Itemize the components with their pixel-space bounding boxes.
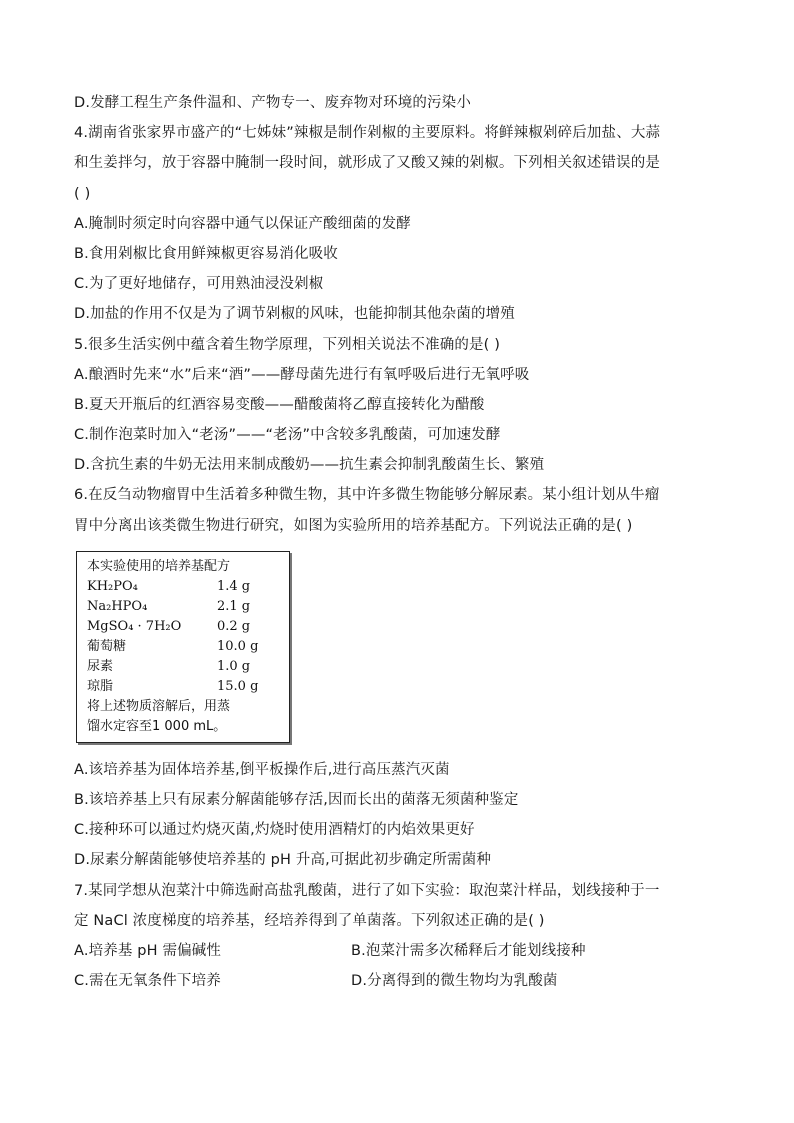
q7-option-c: C.需在无氧条件下培养 [74,973,221,990]
q7-stem-line-1: 7.某同学想从泡菜汁中筛选耐高盐乳酸菌，进行了如下实验：取泡菜汁样品，划线接种于一 [74,882,660,899]
recipe-item-amount: 0.2 g [217,618,251,634]
recipe-item [87,577,283,597]
recipe-title: 本实验使用的培养基配方 [87,558,231,574]
q4-option-c: C.为了更好地储存，可用熟油浸没剁椒 [74,276,324,293]
q7-option-a: A.培养基 pH 需偏碱性 [74,942,222,959]
question-5 [74,330,724,481]
recipe-item-name: 葡萄糖 [87,638,127,654]
q5-option-d: D.含抗生素的牛奶无法用来制成酸奶——抗生素会抑制乳酸菌生长、繁殖 [74,457,545,474]
q5-stem: 5.很多生活实例中蕴含着生物学原理，下列相关说法不准确的是( ) [74,336,501,353]
recipe-note-line-1: 将上述物质溶解后，用蒸 [87,698,231,714]
q4-option-b: B.食用剁椒比食用鲜辣椒更容易消化吸收 [74,245,338,262]
recipe-item [87,657,283,677]
question-7 [74,876,724,997]
recipe-item-amount: 1.0 g [217,658,251,674]
exam-page [74,88,724,996]
q4-stem-line-1: 4.湖南省张家界市盛产的“七姊妹”辣椒是制作剁椒的主要原料。将鲜辣椒剁碎后加盐、大蒜 [74,125,661,142]
q6-option-c: C.接种环可以通过灼烧灭菌,灼烧时使用酒精灯的内焰效果更好 [74,822,475,839]
q4-stem-line-3: ( ) [74,185,91,202]
question-6 [74,480,724,875]
q4-option-a: A.腌制时须定时向容器中通气以保证产酸细菌的发酵 [74,215,411,232]
q6-stem-line-2: 胃中分离出该类微生物进行研究，如图为实验所用的培养基配方。下列说法正确的是( ) [74,517,633,534]
recipe-item-name: MgSO₄ · 7H₂O [87,618,182,634]
q5-option-c: C.制作泡菜时加入“老汤”——“老汤”中含较多乳酸菌，可加速发酵 [74,427,501,444]
q7-option-b: B.泡菜汁需多次稀释后才能划线接种 [351,942,586,959]
q3-option-d: D.发酵工程生产条件温和、产物专一、废弃物对环境的污染小 [74,95,471,111]
recipe-item-name: Na₂HPO₄ [87,598,148,614]
q6-option-a: A.该培养基为固体培养基,倒平板操作后,进行高压蒸汽灭菌 [74,761,450,778]
recipe-note-line-2: 馏水定容至1 000 mL。 [87,718,227,734]
q6-option-d: D.尿素分解菌能够使培养基的 pH 升高,可据此初步确定所需菌种 [74,852,492,869]
q7-options-row-2 [74,966,724,996]
recipe-item-name: KH₂PO₄ [87,578,138,594]
recipe-item-name: 尿素 [87,658,114,674]
q7-stem-line-2: 定 NaCl 浓度梯度的培养基，经培养得到了单菌落。下列叙述正确的是( ) [74,912,545,929]
q6-stem-line-1: 6.在反刍动物瘤胃中生活着多种微生物，其中许多微生物能够分解尿素。某小组计划从牛瘤 [74,487,660,504]
q5-option-a: A.酿酒时先来“水”后来“酒”——酵母菌先进行有氧呼吸后进行无氧呼吸 [74,366,530,383]
recipe-item-name: 琼脂 [87,678,114,694]
recipe-item [87,617,283,637]
q4-stem-line-2: 和生姜拌匀，放于容器中腌制一段时间，就形成了又酸又辣的剁椒。下列相关叙述错误的是 [74,155,660,172]
question-4 [74,118,724,329]
recipe-item-amount: 2.1 g [217,598,251,614]
recipe-item-amount: 1.4 g [217,578,251,594]
q7-option-d: D.分离得到的微生物均为乳酸菌 [351,973,558,990]
recipe-item [87,597,283,617]
q4-option-d: D.加盐的作用不仅是为了调节剁椒的风味，也能抑制其他杂菌的增殖 [74,306,515,323]
q5-option-b: B.夏天开瓶后的红酒容易变酸——醋酸菌将乙醇直接转化为醋酸 [74,396,485,413]
q7-options-row-1 [74,936,724,966]
recipe-item [87,677,283,697]
recipe-item-amount: 10.0 g [217,638,259,654]
q6-option-b: B.该培养基上只有尿素分解菌能够存活,因而长出的菌落无须菌种鉴定 [74,792,519,808]
recipe-item-amount: 15.0 g [217,678,259,694]
culture-medium-recipe-figure [76,551,290,743]
recipe-item [87,637,283,657]
